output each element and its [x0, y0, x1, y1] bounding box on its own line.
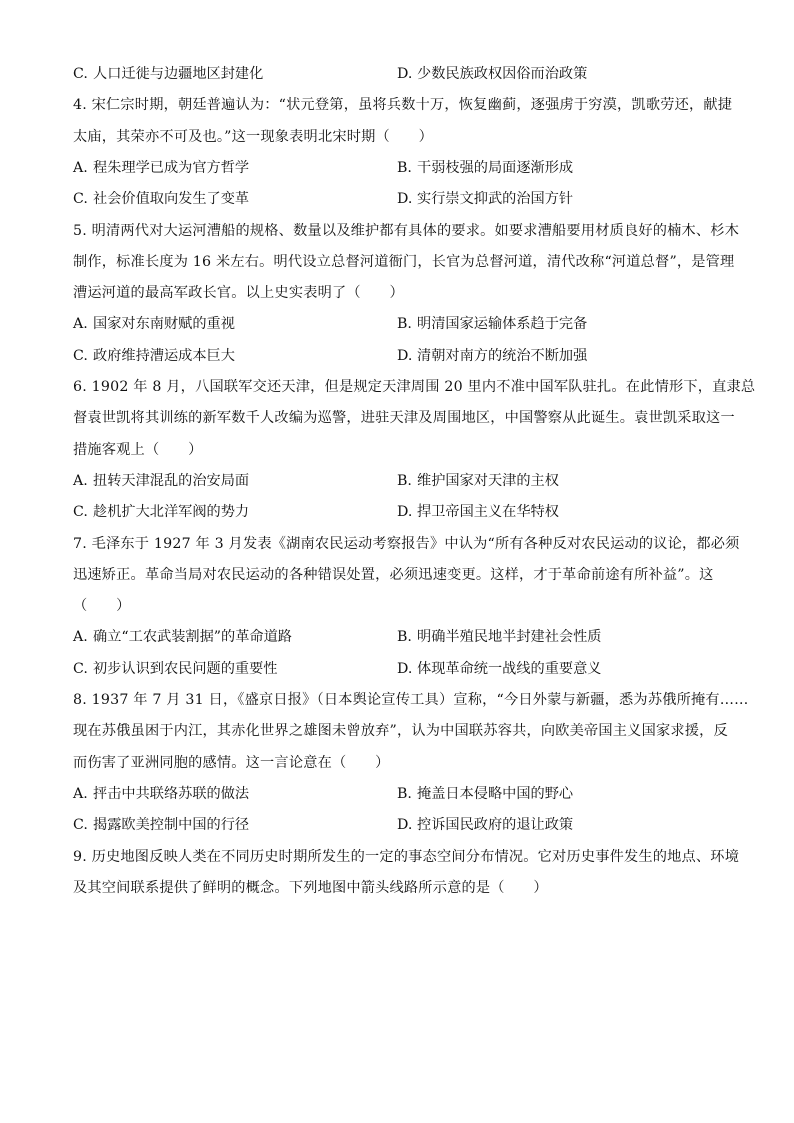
option-letter: C. — [73, 66, 88, 82]
option-row — [73, 502, 723, 522]
option-text: 趁机扩大北洋军阀的势力 — [93, 504, 250, 520]
answer-option — [73, 659, 277, 679]
option-row — [73, 815, 723, 835]
answer-option — [397, 64, 587, 84]
option-row — [73, 189, 723, 209]
option-row — [73, 314, 723, 334]
option-text: 掩盖日本侵略中国的野心 — [417, 786, 574, 802]
answer-option — [73, 627, 292, 647]
option-letter: A. — [73, 160, 88, 176]
option-letter: D. — [397, 191, 413, 207]
question-text-line: 漕运河道的最高军政长官。以上史实表明了（ ） — [73, 285, 404, 301]
option-text: 确立“工农武装割据”的革命道路 — [93, 629, 292, 645]
answer-option — [397, 502, 559, 522]
question-text-line: （ ） — [73, 598, 131, 614]
option-text: 明清国家运输体系趋于完备 — [417, 316, 588, 332]
option-letter: B. — [397, 160, 412, 176]
answer-option — [397, 158, 573, 178]
option-letter: A. — [73, 629, 88, 645]
option-letter: D. — [397, 504, 413, 520]
option-row — [73, 659, 723, 679]
question-text-line: 4. 宋仁宗时期，朝廷普遍认为：“状元登第，虽将兵数十万，恢复幽蓟，逐强虏于穷漠，凯歌劳还，献捷 — [73, 97, 733, 113]
question-text-line: 督袁世凯将其训练的新军数千人改编为巡警，进驻天津及周围地区，中国警察从此诞生。袁世凯采取这一 — [73, 410, 735, 426]
option-text: 扭转天津混乱的治安局面 — [93, 473, 250, 489]
answer-option — [73, 158, 249, 178]
option-text: 少数民族政权因俗而治政策 — [417, 66, 588, 82]
question-text-line: 制作，标准长度为 16 米左右。明代设立总督河道衙门，长官为总督河道，清代改称“河道总督”，是管理 — [73, 254, 735, 270]
answer-option — [73, 784, 249, 804]
question-text-line: 7. 毛泽东于 1927 年 3 月发表《湖南农民运动考察报告》中认为“所有各种反对农民运动的议论，都必须 — [73, 536, 740, 552]
answer-option — [397, 314, 587, 334]
option-letter: A. — [73, 316, 88, 332]
option-letter: B. — [397, 786, 412, 802]
answer-option — [73, 502, 249, 522]
question-text-line: 6. 1902 年 8 月，八国联军交还天津，但是规定天津周围 20 里内不准中国军队驻扎。在此情形下，直隶总 — [73, 379, 756, 395]
question-text-line: 迅速矫正。革命当局对农民运动的各种错误处置，必须迅速变更。这样，才于革命前途有所补益”。这 — [73, 567, 714, 583]
option-letter: D. — [397, 348, 413, 364]
option-letter: D. — [397, 817, 413, 833]
answer-option — [397, 627, 601, 647]
option-letter: B. — [397, 473, 412, 489]
answer-option — [397, 815, 573, 835]
answer-option — [397, 346, 587, 366]
option-letter: A. — [73, 473, 88, 489]
question-text-line: 8. 1937 年 7 月 31 日，《盛京日报》（日本舆论宣传工具）宣称，“今日外蒙与新疆，悉为苏俄所掩有…… — [73, 692, 749, 708]
option-text: 清朝对南方的统治不断加强 — [417, 348, 588, 364]
answer-option — [397, 189, 573, 209]
option-text: 干弱枝强的局面逐渐形成 — [417, 160, 574, 176]
question-text-line: 现在苏俄虽困于内江，其赤化世界之雄图未曾放弃”，认为中国联苏容共，向欧美帝国主义国家求援，反 — [73, 723, 728, 739]
option-letter: B. — [397, 629, 412, 645]
option-row — [73, 346, 723, 366]
option-text: 揭露欧美控制中国的行径 — [93, 817, 250, 833]
option-text: 国家对东南财赋的重视 — [93, 316, 235, 332]
answer-option — [73, 471, 249, 491]
option-letter: D. — [397, 661, 413, 677]
option-row — [73, 627, 723, 647]
answer-option — [73, 815, 249, 835]
answer-option — [397, 784, 573, 804]
option-letter: C. — [73, 348, 88, 364]
option-row — [73, 471, 723, 491]
answer-option — [73, 346, 235, 366]
option-text: 控诉国民政府的退让政策 — [417, 817, 574, 833]
question-text-line: 及其空间联系提供了鲜明的概念。下列地图中箭头线路所示意的是（ ） — [73, 880, 548, 896]
option-text: 程朱理学已成为官方哲学 — [93, 160, 250, 176]
answer-option — [397, 659, 601, 679]
option-text: 初步认识到农民问题的重要性 — [93, 661, 278, 677]
option-text: 人口迁徙与边疆地区封建化 — [93, 66, 264, 82]
question-text-line: 9. 历史地图反映人类在不同历史时期所发生的一定的事态空间分布情况。它对历史事件发生的地点、环境 — [73, 849, 740, 865]
option-text: 体现革命统一战线的重要意义 — [417, 661, 602, 677]
answer-option — [73, 64, 263, 84]
option-letter: A. — [73, 786, 88, 802]
option-text: 社会价值取向发生了变革 — [93, 191, 250, 207]
answer-option — [397, 471, 559, 491]
question-text-line: 措施客观上（ ） — [73, 442, 203, 458]
option-text: 维护国家对天津的主权 — [417, 473, 559, 489]
question-text-line: 太庙，其荣亦不可及也。”这一现象表明北宋时期（ ） — [73, 129, 434, 145]
option-letter: C. — [73, 504, 88, 520]
answer-option — [73, 189, 249, 209]
option-row — [73, 158, 723, 178]
option-letter: B. — [397, 316, 412, 332]
option-letter: C. — [73, 661, 88, 677]
option-letter: D. — [397, 66, 413, 82]
option-text: 捍卫帝国主义在华特权 — [417, 504, 559, 520]
option-row — [73, 784, 723, 804]
question-text-line: 5. 明清两代对大运河漕船的规格、数量以及维护都有具体的要求。如要求漕船要用材质良好的楠木、杉木 — [73, 223, 740, 239]
option-letter: C. — [73, 817, 88, 833]
option-letter: C. — [73, 191, 88, 207]
option-row — [73, 64, 723, 84]
answer-option — [73, 314, 235, 334]
question-text-line: 而伤害了亚洲同胞的感情。这一言论意在（ ） — [73, 755, 390, 771]
option-text: 抨击中共联络苏联的做法 — [93, 786, 250, 802]
option-text: 实行崇文抑武的治国方针 — [417, 191, 574, 207]
option-text: 政府维持漕运成本巨大 — [93, 348, 235, 364]
option-text: 明确半殖民地半封建社会性质 — [417, 629, 602, 645]
